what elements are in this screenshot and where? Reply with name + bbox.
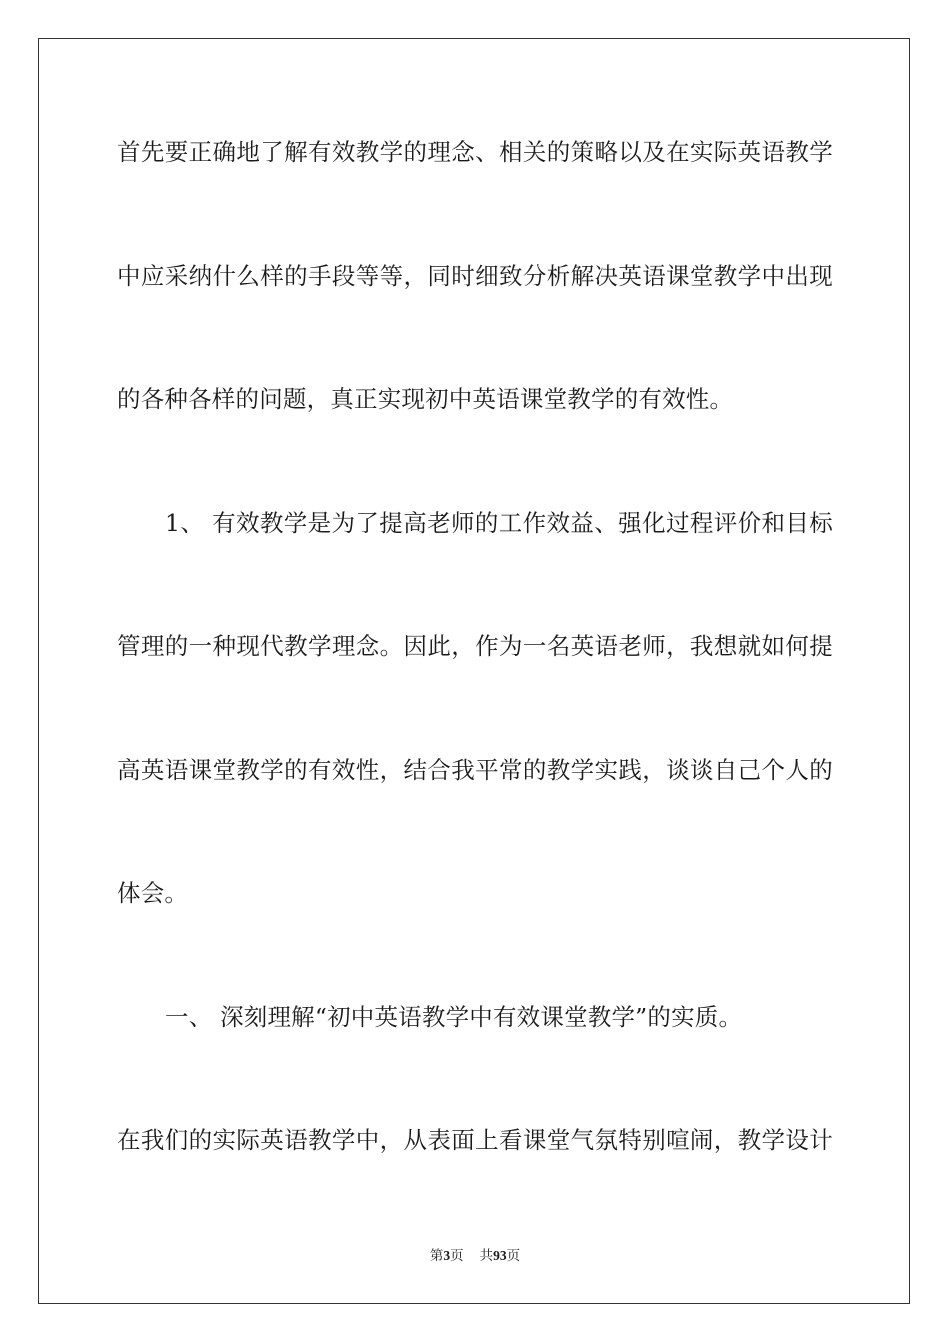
- total-suffix: 页: [506, 1248, 521, 1264]
- numbered-item-1-line-1: 1、 有效教学是为了提高老师的工作效益、强化过程评价和目标: [165, 509, 833, 537]
- page-prefix: 第: [429, 1248, 444, 1264]
- page-suffix: 页: [450, 1248, 464, 1264]
- paragraph-line-last: 在我们的实际英语教学中，从表面上看课堂气氛特别喧闹，教学设计: [117, 1126, 833, 1154]
- paragraph-line-3: 的各种各样的问题，真正实现初中英语课堂教学的有效性。: [117, 385, 734, 413]
- total-pages: 93: [493, 1248, 507, 1263]
- page-border: [38, 38, 910, 1304]
- numbered-item-1-line-3: 高英语课堂教学的有效性，结合我平常的教学实践，谈谈自己个人的: [117, 756, 833, 784]
- numbered-item-1-line-4: 体会。: [117, 879, 189, 907]
- numbered-item-1-line-2: 管理的一种现代教学理念。因此，作为一名英语老师，我想就如何提: [117, 632, 833, 660]
- paragraph-line-2: 中应采纳什么样的手段等等，同时细致分析解决英语课堂教学中出现: [117, 262, 833, 290]
- page-number: 3: [443, 1248, 451, 1263]
- page-footer: [0, 1247, 950, 1265]
- paragraph-line-1: 首先要正确地了解有效教学的理念、相关的策略以及在实际英语教学: [117, 138, 833, 166]
- section-heading-1: 一、 深刻理解“初中英语教学中有效课堂教学”的实质。: [165, 1003, 743, 1031]
- total-prefix: 共: [479, 1248, 494, 1264]
